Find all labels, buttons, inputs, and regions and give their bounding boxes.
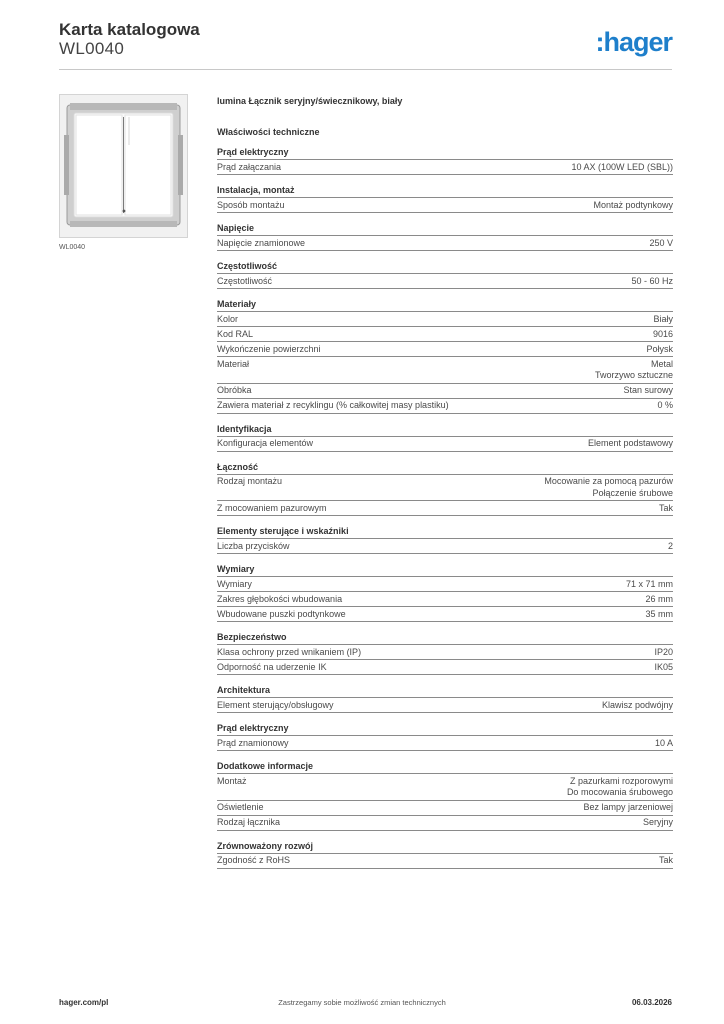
spec-value: 35 mm <box>645 608 673 619</box>
spec-label: Konfiguracja elementów <box>217 438 314 448</box>
spec-group-title: Prąd elektryczny <box>217 146 673 160</box>
spec-value: 9016 <box>652 328 673 339</box>
spec-group-title: Zrównoważony rozwój <box>217 840 673 854</box>
hager-logo <box>595 27 672 58</box>
spec-label: Klasa ochrony przed wnikaniem (IP) <box>217 646 362 657</box>
logo-prefix: : <box>595 27 604 57</box>
spec-group-title: Łączność <box>217 461 673 475</box>
spec-label: Rodzaj montażu <box>217 476 283 486</box>
logo-text: hager <box>603 27 672 57</box>
spec-value: 50 - 60 Hz <box>631 275 673 286</box>
spec-group-title: Instalacja, montaż <box>217 184 673 198</box>
spec-row <box>217 539 673 554</box>
spec-groups <box>217 146 673 869</box>
spec-value: 26 mm <box>645 593 673 604</box>
document-title: Karta katalogowa <box>59 20 200 39</box>
spec-value: Stan surowy <box>623 385 673 395</box>
product-name: lumina Łącznik seryjny/świecznikowy, biały <box>217 96 403 106</box>
spec-value: 10 AX (100W LED (SBL)) <box>571 161 673 172</box>
spec-label: Zgodność z RoHS <box>217 855 291 865</box>
spec-value: 250 V <box>649 237 673 248</box>
spec-value: 0 % <box>657 400 673 410</box>
spec-group-title: Identyfikacja <box>217 423 673 437</box>
spec-value: Biały <box>653 313 673 324</box>
spec-row <box>217 384 673 399</box>
spec-label: Oświetlenie <box>217 802 264 812</box>
footer-date: 06.03.2026 <box>631 998 672 1007</box>
spec-label: Z mocowaniem pazurowym <box>217 502 327 513</box>
spec-row <box>217 607 673 622</box>
spec-value: 2 <box>667 540 673 551</box>
footer-disclaimer: Zastrzegamy sobie możliwość zmian technicznych <box>278 998 446 1007</box>
spec-row <box>217 357 673 384</box>
spec-row <box>217 816 673 831</box>
spec-group-title: Bezpieczeństwo <box>217 631 673 645</box>
spec-label: Zakres głębokości wbudowania <box>217 593 343 604</box>
spec-group-title: Napięcie <box>217 222 673 236</box>
spec-row <box>217 577 673 592</box>
spec-row <box>217 774 673 801</box>
spec-row <box>217 312 673 327</box>
spec-row <box>217 592 673 607</box>
spec-label: Wbudowane puszki podtynkowe <box>217 608 346 619</box>
spec-group-title: Wymiary <box>217 563 673 577</box>
spec-value: Mocowanie za pomocą pazurów Połączenie śrubowe <box>544 476 673 498</box>
spec-row <box>217 501 673 516</box>
spec-label: Częstotliwość <box>217 275 273 286</box>
spec-value: Z pazurkami rozporowymi Do mocowania śrubowego <box>566 775 673 797</box>
spec-group-title: Częstotliwość <box>217 260 673 274</box>
spec-value: Klawisz podwójny <box>601 699 673 710</box>
spec-value: IP20 <box>654 646 673 657</box>
spec-value: Tak <box>658 855 673 865</box>
spec-row <box>217 198 673 213</box>
spec-value: Tak <box>658 502 673 513</box>
header-divider <box>59 69 672 70</box>
spec-value: Metal Tworzywo sztuczne <box>594 358 673 380</box>
spec-sheet <box>217 96 673 869</box>
spec-label: Odporność na uderzenie IK <box>217 661 327 672</box>
spec-row <box>217 399 673 414</box>
spec-value: Bez lampy jarzeniowej <box>583 802 673 812</box>
spec-label: Materiał <box>217 358 250 369</box>
spec-row <box>217 854 673 869</box>
spec-label: Wykończenie powierzchni <box>217 343 321 354</box>
product-code: WL0040 <box>59 39 125 58</box>
spec-row <box>217 437 673 452</box>
switch-illustration <box>60 95 187 237</box>
spec-label: Prąd znamionowy <box>217 737 289 748</box>
spec-value: Połysk <box>646 343 673 354</box>
spec-label: Prąd załączania <box>217 161 282 172</box>
spec-label: Wymiary <box>217 578 252 589</box>
spec-label: Rodzaj łącznika <box>217 817 281 827</box>
spec-value: Montaż podtynkowy <box>593 199 673 210</box>
spec-label: Kolor <box>217 313 239 324</box>
spec-row <box>217 327 673 342</box>
spec-label: Element sterujący/obsługowy <box>217 699 334 710</box>
spec-label: Zawiera materiał z recyklingu (% całkowitej masy plastiku) <box>217 400 449 410</box>
spec-value: 71 x 71 mm <box>625 578 673 589</box>
spec-row <box>217 475 673 502</box>
spec-label: Kod RAL <box>217 328 254 339</box>
spec-row <box>217 274 673 289</box>
spec-value: Seryjny <box>642 817 673 827</box>
spec-group-title: Architektura <box>217 684 673 698</box>
spec-value: Element podstawowy <box>587 438 673 448</box>
product-image <box>59 94 188 238</box>
spec-label: Liczba przycisków <box>217 540 290 551</box>
spec-row <box>217 645 673 660</box>
spec-group-title: Materiały <box>217 298 673 312</box>
image-caption: WL0040 <box>59 244 86 251</box>
spec-value: IK05 <box>654 661 673 672</box>
spec-group-title: Prąd elektryczny <box>217 722 673 736</box>
spec-row <box>217 698 673 713</box>
technical-properties-heading: Właściwości techniczne <box>217 127 320 137</box>
spec-row <box>217 236 673 251</box>
spec-row <box>217 160 673 175</box>
spec-label: Montaż <box>217 775 247 786</box>
footer-website[interactable]: hager.com/pl <box>59 998 109 1007</box>
spec-row <box>217 660 673 675</box>
spec-label: Sposób montażu <box>217 199 285 210</box>
spec-group-title: Elementy sterujące i wskaźniki <box>217 525 673 539</box>
spec-row <box>217 736 673 751</box>
spec-label: Obróbka <box>217 385 252 395</box>
spec-value: 10 A <box>654 737 673 748</box>
spec-row <box>217 801 673 816</box>
spec-label: Napięcie znamionowe <box>217 237 306 248</box>
spec-group-title: Dodatkowe informacje <box>217 760 673 774</box>
spec-row <box>217 342 673 357</box>
